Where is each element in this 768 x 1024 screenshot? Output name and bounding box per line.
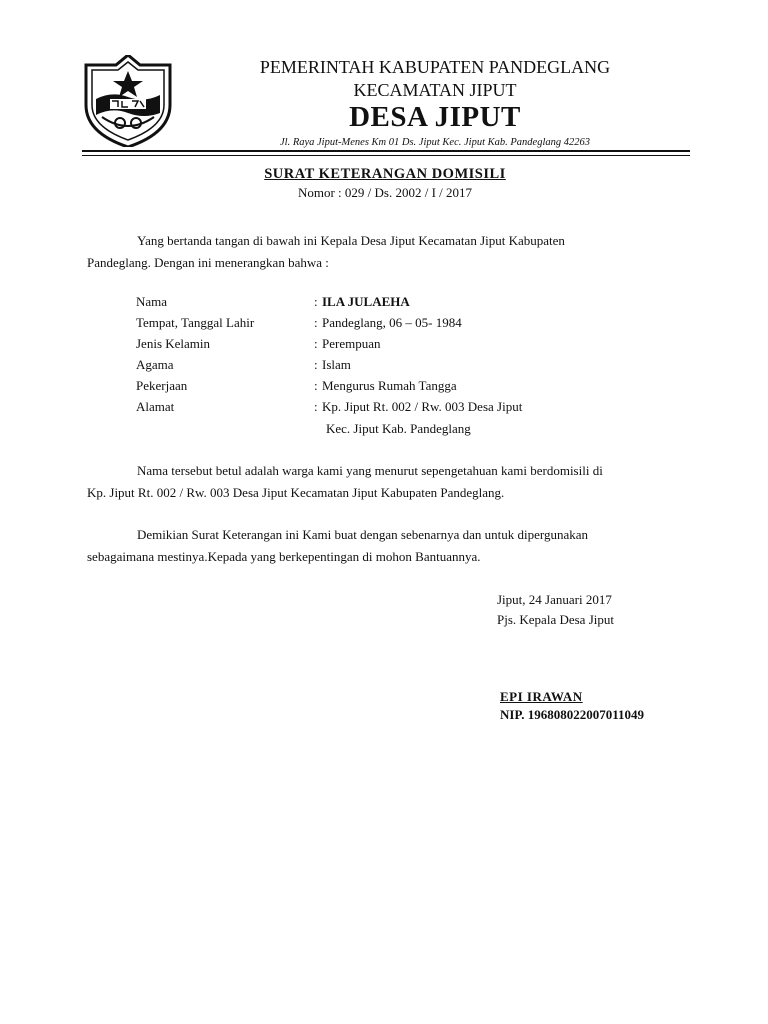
closing-line-2: sebagaimana mestinya.Kepada yang berkepentingan di mohon Bantuannya. [87,549,481,564]
regency-emblem-logo [78,55,178,147]
statement-paragraph [87,460,677,504]
signatory-name: EPI IRAWAN [500,689,583,704]
letterhead-rule-thin [82,155,690,156]
detail-value: Pandeglang, 06 – 05- 1984 [322,315,462,330]
detail-value: Mengurus Rumah Tangga [322,378,457,393]
intro-line-2: Pandeglang. Dengan ini menerangkan bahwa : [87,255,329,270]
intro-line-1: Yang bertanda tangan di bawah ini Kepala Desa Jiput Kecamatan Jiput Kabupaten [137,233,565,248]
detail-value: Perempuan [322,336,381,351]
detail-value: ILA JULAEHA [322,294,410,309]
detail-label: Alamat [136,399,175,414]
document-number: Nomor : 029 / Ds. 2002 / I / 2017 [297,185,473,200]
statement-line-2: Kp. Jiput Rt. 002 / Rw. 003 Desa Jiput Kecamatan Jiput Kabupaten Pandeglang. [87,485,505,500]
detail-value: Islam [322,357,351,372]
village-name: DESA JIPUT [349,101,521,133]
statement-line-1: Nama tersebut betul adalah warga kami yang menurut sepengetahuan kami berdomisili di [137,463,603,478]
signature-place-date: Jiput, 24 Januari 2017 [497,592,612,607]
detail-value: Kp. Jiput Rt. 002 / Rw. 003 Desa Jiput [322,399,523,414]
signatory-nip: NIP. 196808022007011049 [500,707,644,722]
closing-paragraph [87,524,677,568]
signature-position: Pjs. Kepala Desa Jiput [497,612,614,627]
detail-label: Agama [136,357,174,372]
detail-label: Jenis Kelamin [136,336,211,351]
detail-value-continued: Kec. Jiput Kab. Pandeglang [326,421,471,436]
detail-label: Nama [136,294,168,309]
district-name: KECAMATAN JIPUT [353,80,517,100]
intro-paragraph [87,230,677,274]
detail-label: Tempat, Tanggal Lahir [136,315,255,330]
office-address: Jl. Raya Jiput-Menes Km 01 Ds. Jiput Kec. Jiput Kab. Pandeglang 42263 [280,137,590,148]
government-name: PEMERINTAH KABUPATEN PANDEGLANG [259,57,611,77]
closing-line-1: Demikian Surat Keterangan ini Kami buat dengan sebenarnya dan untuk dipergunakan [137,527,589,542]
document-title: SURAT KETERANGAN DOMISILI [264,166,506,182]
detail-label: Pekerjaan [136,378,188,393]
letterhead-rule-thick [82,150,690,152]
